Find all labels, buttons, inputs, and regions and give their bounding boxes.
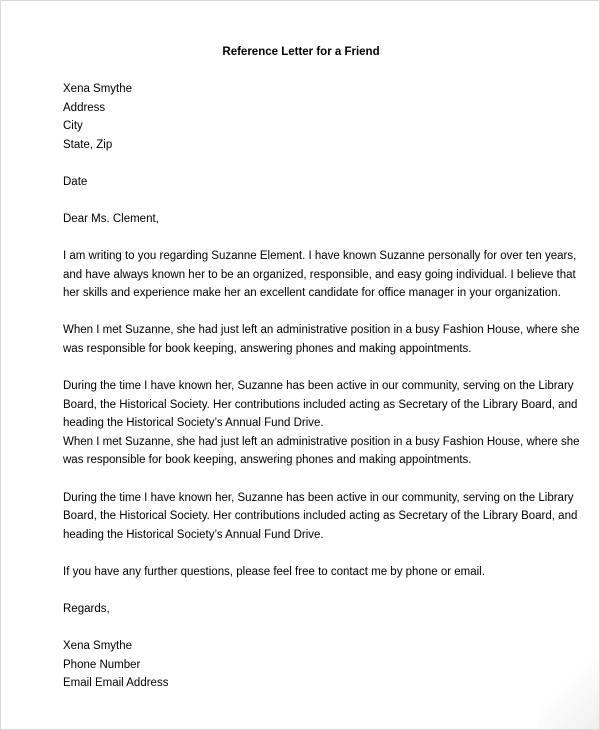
paragraph-line: was responsible for book keeping, answering phones and making appointments. [63,454,472,467]
paragraph-1 [63,247,577,303]
paragraph-line: was responsible for book keeping, answering phones and making appointments. [63,342,472,355]
page-curl-shadow [539,649,599,729]
paragraph-6 [63,563,545,582]
paragraph-line: and have always known her to be an organized, responsible, and easy going individual. I believe that [63,268,576,281]
paragraph-line: heading the Historical Society’s Annual Fund Drive. [63,528,324,541]
sender-city: City [63,120,83,133]
paragraph-line: When I met Suzanne, she had just left an administrative position in a busy Fashion House, where she [63,435,580,448]
paragraph-line: During the time I have known her, Suzanne has been active in our community, serving on the Library [63,491,574,504]
signature-email: Email Email Address [63,677,169,690]
sender-address: Address [63,101,106,114]
letter-date: Date [63,175,88,188]
sender-state-zip: State, Zip [63,138,113,151]
paragraph-line: her skills and experience make her an excellent candidate for office manager in your organization. [63,287,561,300]
paragraph-line: When I met Suzanne, she had just left an administrative position in a busy Fashion House, where she [63,324,580,337]
paragraph-5 [63,489,578,545]
paragraph-line: During the time I have known her, Suzanne has been active in our community, serving on the Library [63,380,574,393]
document-title: Reference Letter for a Friend [222,46,380,58]
paragraph-line: heading the Historical Society’s Annual Fund Drive. [63,417,324,430]
closing: Regards, [63,602,110,615]
paragraph-line: I am writing to you regarding Suzanne Element. I have known Suzanne personally for over ten years, [63,250,577,263]
signature-phone: Phone Number [63,658,141,671]
letter-body [63,80,580,693]
salutation: Dear Ms. Clement, [63,212,159,225]
paragraph-line: If you have any further questions, please feel free to contact me by phone or email. [63,565,485,578]
paragraph-2 [63,321,580,358]
paragraph-line: Board, the Historical Society. Her contributions included acting as Secretary of the Library Board, and [63,398,578,411]
paragraph-line: Board, the Historical Society. Her contributions included acting as Secretary of the Library Board, and [63,510,578,523]
paragraph-4 [63,433,580,470]
sender-block [63,80,545,154]
signature-name: Xena Smythe [63,639,133,652]
signature-block [63,637,545,693]
paragraph-3 [63,377,578,433]
sender-name: Xena Smythe [63,83,133,95]
